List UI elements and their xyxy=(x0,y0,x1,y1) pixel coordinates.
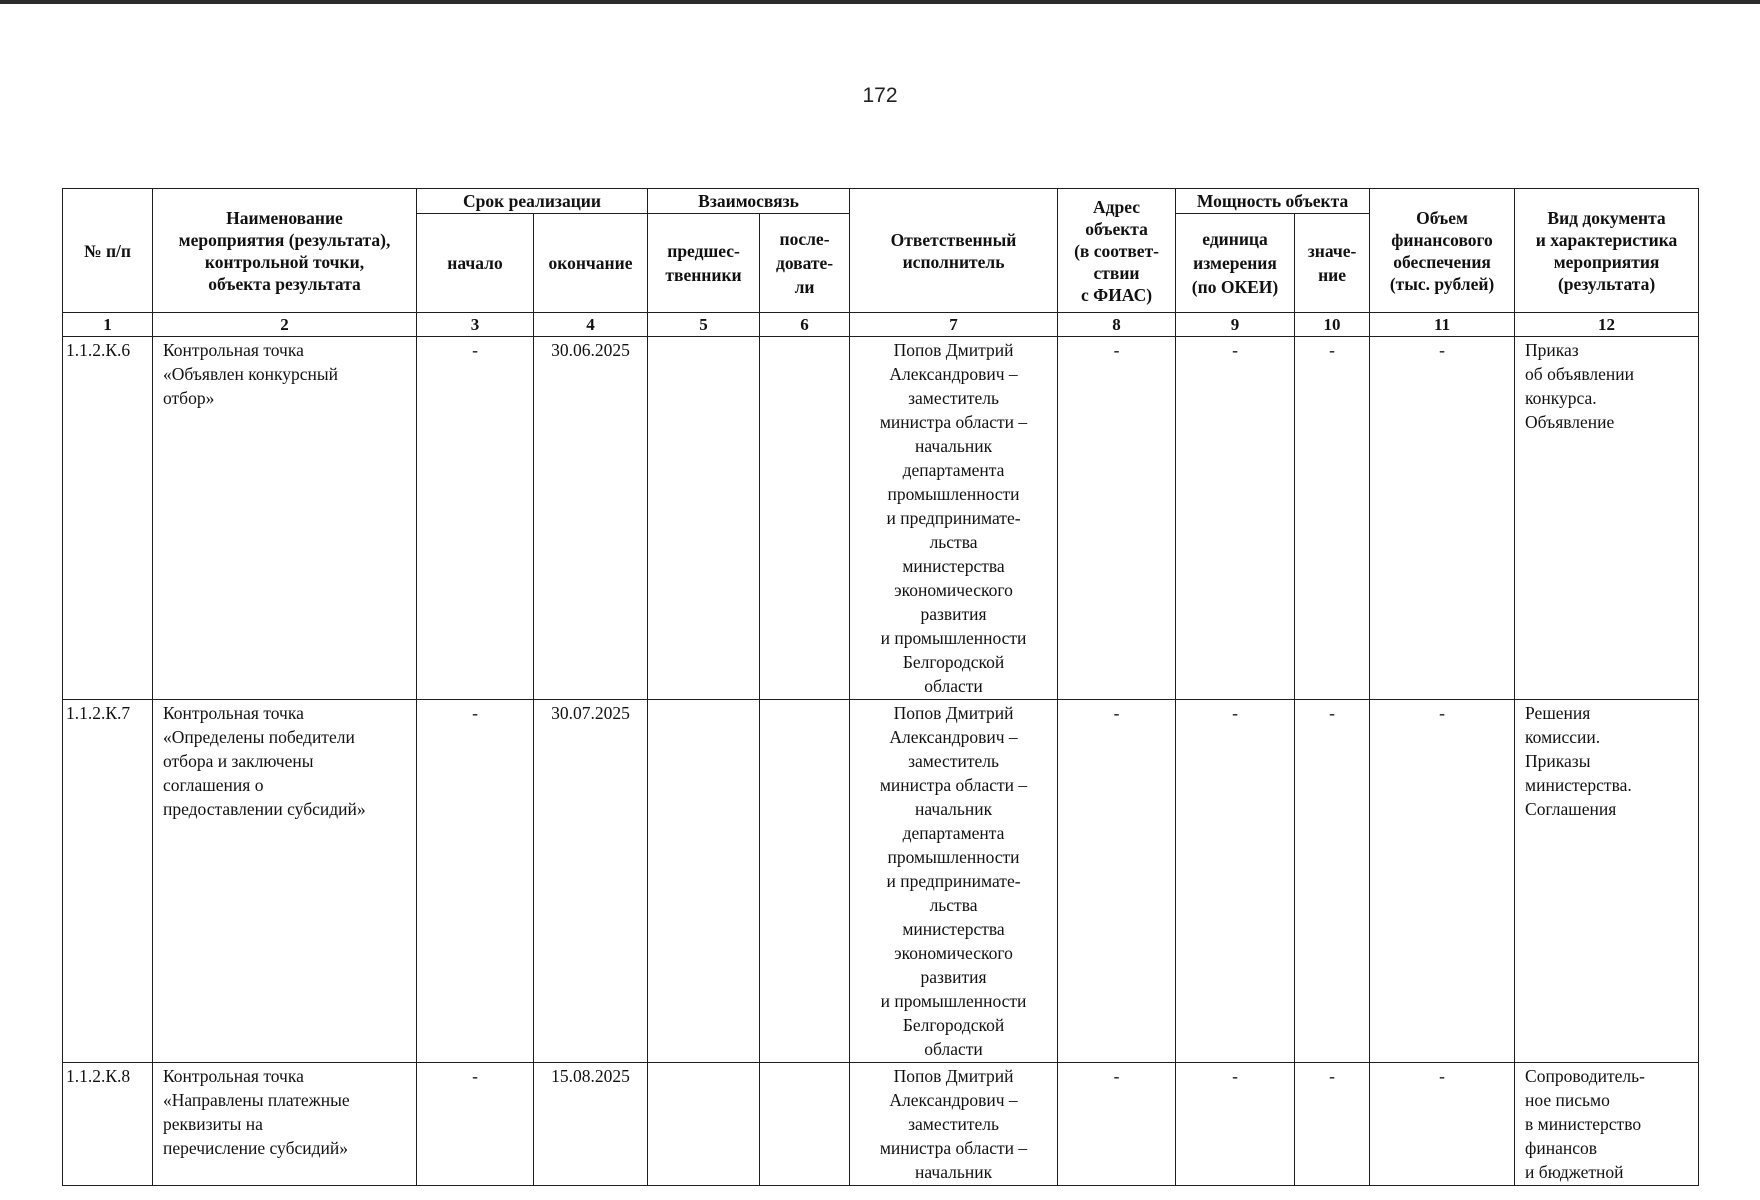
row-funding: - xyxy=(1370,337,1515,700)
row-number: 1.1.2.К.7 xyxy=(63,700,153,1063)
row-number: 1.1.2.К.6 xyxy=(63,337,153,700)
row-doc: Приказ об объявлении конкурса. Объявление xyxy=(1515,337,1699,700)
row-value: - xyxy=(1295,337,1370,700)
column-number: 3 xyxy=(417,313,534,337)
header-relation-next: после- довате- ли xyxy=(760,214,850,313)
header-timeline: Срок реализации xyxy=(417,189,648,214)
column-number: 11 xyxy=(1370,313,1515,337)
column-number: 1 xyxy=(63,313,153,337)
row-funding: - xyxy=(1370,700,1515,1063)
action-plan-table xyxy=(62,188,1699,1186)
row-number: 1.1.2.К.8 xyxy=(63,1063,153,1186)
header-capacity-unit: единица измерения (по ОКЕИ) xyxy=(1176,214,1295,313)
header-relation-prev: предшес- твенники xyxy=(648,214,760,313)
header-capacity-value: значе- ние xyxy=(1295,214,1370,313)
row-next xyxy=(760,700,850,1063)
column-number: 8 xyxy=(1058,313,1176,337)
row-prev xyxy=(648,337,760,700)
header-timeline-start: начало xyxy=(417,214,534,313)
row-end: 30.07.2025 xyxy=(534,700,648,1063)
header-responsible: Ответственный исполнитель xyxy=(850,189,1058,313)
row-unit: - xyxy=(1176,700,1295,1063)
header-row-top xyxy=(63,189,1699,214)
top-scan-border xyxy=(0,0,1760,4)
header-funding: Объем финансового обеспечения (тыс. рублей) xyxy=(1370,189,1515,313)
row-next xyxy=(760,337,850,700)
table-row xyxy=(63,337,1699,700)
row-doc: Решения комиссии. Приказы министерства. Соглашения xyxy=(1515,700,1699,1063)
row-end: 15.08.2025 xyxy=(534,1063,648,1186)
page-number: 172 xyxy=(862,84,898,107)
column-number: 7 xyxy=(850,313,1058,337)
header-relation: Взаимосвязь xyxy=(648,189,850,214)
row-name: Контрольная точка «Направлены платежные реквизиты на перечисление субсидий» xyxy=(153,1063,417,1186)
row-next xyxy=(760,1063,850,1186)
row-responsible: Попов Дмитрий Александрович – заместитель министра области – начальник департамента промышленности и предпринимате- льства министерства экономического развития и промышленности Белгородской области xyxy=(850,337,1058,700)
header-doc-type: Вид документа и характеристика мероприятия (результата) xyxy=(1515,189,1699,313)
row-prev xyxy=(648,1063,760,1186)
column-number: 2 xyxy=(153,313,417,337)
header-capacity: Мощность объекта xyxy=(1176,189,1370,214)
row-responsible: Попов Дмитрий Александрович – заместитель министра области – начальник xyxy=(850,1063,1058,1186)
row-name: Контрольная точка «Определены победители отбора и заключены соглашения о предоставлении субсидий» xyxy=(153,700,417,1063)
header-name: Наименование мероприятия (результата), контрольной точки, объекта результата xyxy=(153,189,417,313)
column-number: 10 xyxy=(1295,313,1370,337)
row-start: - xyxy=(417,337,534,700)
row-value: - xyxy=(1295,1063,1370,1186)
table-row xyxy=(63,1063,1699,1186)
row-unit: - xyxy=(1176,1063,1295,1186)
row-prev xyxy=(648,700,760,1063)
row-doc: Сопроводитель- ное письмо в министерство финансов и бюджетной xyxy=(1515,1063,1699,1186)
row-end: 30.06.2025 xyxy=(534,337,648,700)
column-number: 12 xyxy=(1515,313,1699,337)
column-number: 5 xyxy=(648,313,760,337)
row-value: - xyxy=(1295,700,1370,1063)
row-start: - xyxy=(417,700,534,1063)
header-address: Адрес объекта (в соответ- ствии с ФИАС) xyxy=(1058,189,1176,313)
row-address: - xyxy=(1058,337,1176,700)
column-number: 9 xyxy=(1176,313,1295,337)
row-name: Контрольная точка «Объявлен конкурсный отбор» xyxy=(153,337,417,700)
row-responsible: Попов Дмитрий Александрович – заместитель министра области – начальник департамента промышленности и предпринимате- льства министерства экономического развития и промышленности Белгородской области xyxy=(850,700,1058,1063)
row-address: - xyxy=(1058,700,1176,1063)
header-timeline-end: окончание xyxy=(534,214,648,313)
header-num: № п/п xyxy=(63,189,153,313)
row-start: - xyxy=(417,1063,534,1186)
row-funding: - xyxy=(1370,1063,1515,1186)
column-number-row xyxy=(63,313,1699,337)
column-number: 6 xyxy=(760,313,850,337)
row-unit: - xyxy=(1176,337,1295,700)
column-number: 4 xyxy=(534,313,648,337)
row-address: - xyxy=(1058,1063,1176,1186)
table-row xyxy=(63,700,1699,1063)
